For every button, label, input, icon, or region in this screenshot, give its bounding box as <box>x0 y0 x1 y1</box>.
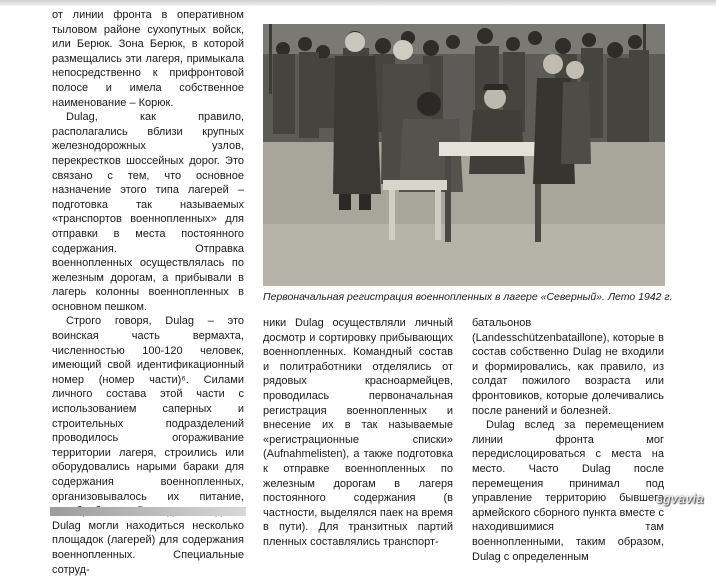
next-photo-edge <box>50 507 246 516</box>
watermark: sgvavia <box>656 491 704 506</box>
paragraph: ники Dulag осуществляли личный досмотр и сортировку прибывающих военнопленных. Командный состав и политработники отделялись от рядовых красноармейцев, проводилась первоначальная регистрация военнопленных и внесение их в так называемые «регистрационные списки» (Aufnahmelisten), а также подготовка к отправке военнопленных по железным дорогам в лагеря постоянного содержания (в частности, выделялся паек на время в пути). Для транзитных партий пленных составлялись транспорт- <box>263 317 453 548</box>
photo-caption: Первоначальная регистрация военнопленных в лагере «Северный». Лето 1942 г. <box>263 291 673 303</box>
paragraph: Dulag вслед за перемещением линии фронта мог передислоцироваться с места на место. Часто Dulag после перемещения принимал под управление территорию бывшего армейского сборного пункта вместе с находившимися там военнопленными, таким образом, Dulag с определенным <box>472 419 664 563</box>
previous-page-edge <box>0 0 716 6</box>
text-column-3 <box>472 316 664 564</box>
text-column-2 <box>263 316 453 550</box>
paragraph: от линии фронта в оперативном тыловом районе сухопутных войск, или Берюк. Зона Берюк, в которой размещались эти лагеря, примыкала непосредственно к прифронтовой полосе и имела собственное наименование – Корюк. <box>52 9 244 109</box>
text-column-1 <box>52 8 244 577</box>
paragraph: Строго говоря, Dulag – это воинская часть вермахта, численностью 100-120 человек, имеющий свой идентификационный номер (номер части)⁶. Силами личного состава этой части с использованием саперных и строительных подразделений проводилось огораживание территории лагеря, строились или оборудовались нарыми бараки для содержания военнопленных, организовывалось их питание, Dulag могли находиться несколько площадок (лагерей) для содержания военнопленных. Специальные сотруд- <box>52 315 244 576</box>
paragraph: Dulag, как правило, располагались вблизи крупных железнодорожных узлов, перекрестков шоссейных дорог. Это связано с тем, что основное назначение этого типа лагерей – подготовка так называемых «транспортов военнопленных» для отправки в места постоянного содержания. Отправка военнопленных осуществлялась по железным дорогам, а прибывали в лагерь колонны военнопленных в основном пешком. <box>52 111 244 313</box>
paragraph: батальонов (Landesschützenbataillone), которые в состав собственно Dulag не входили и формировались, как правило, из солдат пожилого возраста или фронтовиков, которые долечивались после ранений и болезней. <box>472 317 664 417</box>
photo-illustration <box>263 24 665 286</box>
archival-photo <box>263 24 665 286</box>
